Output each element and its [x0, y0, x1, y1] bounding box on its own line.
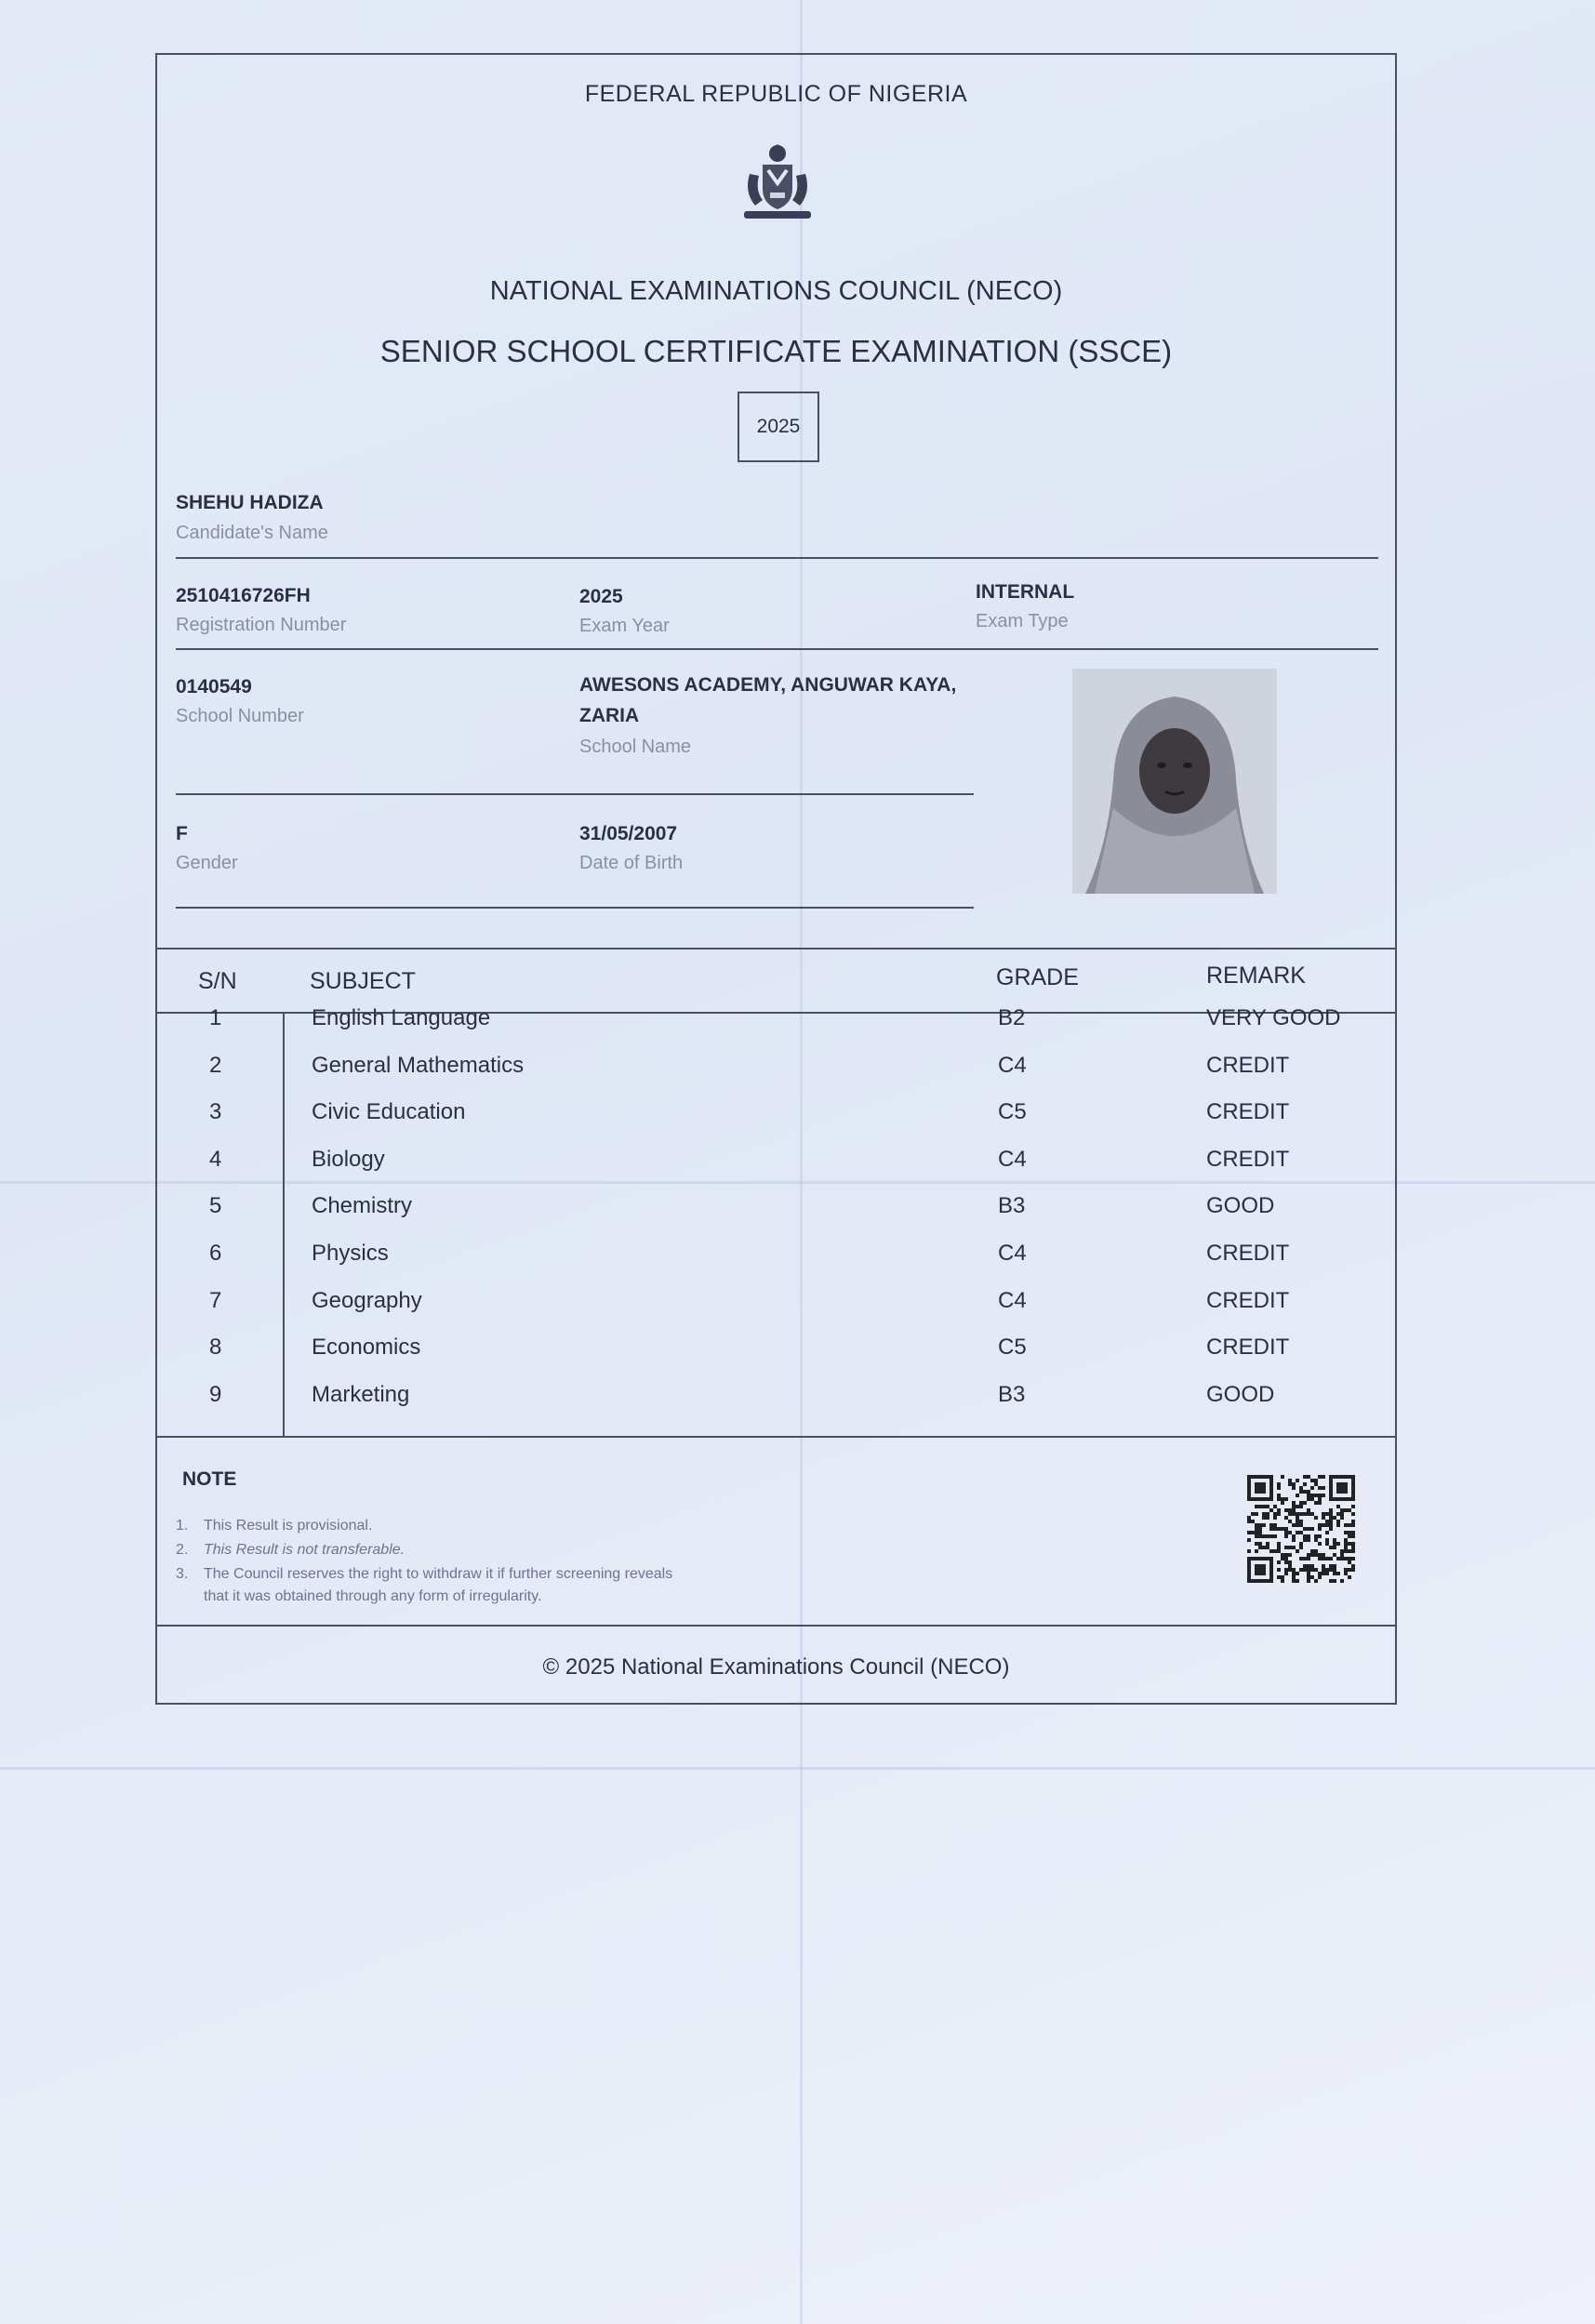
- row-remark: CREDIT: [1206, 1052, 1290, 1078]
- row-grade: C4: [998, 1287, 1027, 1313]
- row-grade: B3: [998, 1381, 1026, 1407]
- note-item: [176, 1566, 672, 1583]
- gender-label: Gender: [176, 853, 238, 873]
- note-text: This Result is not transferable.: [204, 1542, 405, 1558]
- header-remark: REMARK: [1206, 963, 1306, 989]
- note-number: 2.: [176, 1542, 189, 1558]
- row-sn: 7: [209, 1287, 222, 1313]
- row-grade: C5: [998, 1335, 1027, 1361]
- row-sn: 2: [209, 1052, 222, 1078]
- coat-of-arms-icon: [731, 137, 824, 230]
- footer-border: [157, 1625, 1395, 1627]
- table-top-border: [157, 948, 1395, 950]
- divider: [176, 557, 1378, 559]
- divider: [176, 648, 1378, 650]
- row-sn: 5: [209, 1193, 222, 1219]
- row-remark: GOOD: [1206, 1193, 1275, 1219]
- registration-number-label: Registration Number: [176, 615, 347, 635]
- country-title: FEDERAL REPUBLIC OF NIGERIA: [584, 81, 968, 107]
- row-remark: GOOD: [1206, 1381, 1275, 1407]
- table-bottom-border: [157, 1436, 1395, 1438]
- exam-year-label: Exam Year: [579, 616, 670, 636]
- row-remark: CREDIT: [1206, 1287, 1290, 1313]
- row-grade: C4: [998, 1052, 1027, 1078]
- row-grade: C4: [998, 1241, 1027, 1266]
- row-subject: Civic Education: [312, 1099, 466, 1125]
- school-number-label: School Number: [176, 706, 304, 726]
- candidate-photo: [1072, 669, 1277, 894]
- row-subject: English Language: [312, 1005, 491, 1030]
- row-subject: Geography: [312, 1287, 422, 1313]
- school-name-label: School Name: [579, 737, 692, 757]
- row-sn: 9: [209, 1381, 222, 1407]
- paper-fold: [0, 1767, 1595, 1770]
- note-number: 3.: [176, 1566, 189, 1582]
- row-subject: Chemistry: [312, 1193, 413, 1219]
- exam-title: SENIOR SCHOOL CERTIFICATE EXAMINATION (SSCE): [379, 334, 1173, 368]
- divider: [176, 907, 974, 909]
- row-remark: VERY GOOD: [1206, 1005, 1341, 1030]
- row-sn: 4: [209, 1146, 222, 1172]
- exam-year: 2025: [579, 586, 623, 607]
- candidate-name-label: Candidate's Name: [176, 523, 328, 543]
- table-column-divider: [283, 1012, 285, 1436]
- row-grade: C4: [998, 1146, 1027, 1172]
- note-item: [176, 1588, 541, 1605]
- date-of-birth: 31/05/2007: [579, 823, 678, 844]
- row-sn: 8: [209, 1335, 222, 1361]
- header-subject: SUBJECT: [310, 968, 416, 994]
- header-grade: GRADE: [996, 964, 1079, 990]
- registration-number: 2510416726FH: [176, 585, 311, 606]
- row-sn: 6: [209, 1241, 222, 1266]
- row-subject: Economics: [312, 1335, 421, 1361]
- note-text: This Result is provisional.: [204, 1518, 373, 1534]
- row-subject: Marketing: [312, 1381, 410, 1407]
- row-grade: C5: [998, 1099, 1027, 1125]
- exam-year-box: 2025: [738, 392, 819, 462]
- row-grade: B3: [998, 1193, 1026, 1219]
- note-number: 1.: [176, 1518, 189, 1534]
- candidate-name: SHEHU HADIZA: [176, 492, 324, 513]
- row-subject: General Mathematics: [312, 1052, 525, 1078]
- row-grade: B2: [998, 1005, 1026, 1030]
- row-remark: CREDIT: [1206, 1146, 1290, 1172]
- note-title: NOTE: [182, 1468, 237, 1490]
- school-name-line2: ZARIA: [579, 705, 640, 726]
- exam-type: INTERNAL: [976, 581, 1075, 603]
- note-item: [176, 1542, 405, 1559]
- note-item: [176, 1518, 372, 1534]
- note-text: that it was obtained through any form of irregularity.: [204, 1588, 542, 1604]
- school-number: 0140549: [176, 676, 252, 697]
- header-sn: S/N: [198, 968, 237, 994]
- row-remark: CREDIT: [1206, 1241, 1290, 1266]
- qr-code-icon: [1247, 1475, 1355, 1583]
- row-subject: Physics: [312, 1241, 389, 1266]
- school-name-line1: AWESONS ACADEMY, ANGUWAR KAYA,: [579, 674, 957, 696]
- row-remark: CREDIT: [1206, 1099, 1290, 1125]
- row-sn: 3: [209, 1099, 222, 1125]
- row-sn: 1: [209, 1005, 222, 1030]
- exam-type-label: Exam Type: [976, 611, 1069, 631]
- date-of-birth-label: Date of Birth: [579, 853, 684, 873]
- note-text: The Council reserves the right to withdraw it if further screening reveals: [204, 1566, 673, 1582]
- row-remark: CREDIT: [1206, 1335, 1290, 1361]
- council-title: NATIONAL EXAMINATIONS COUNCIL (NECO): [489, 276, 1063, 306]
- copyright: © 2025 National Examinations Council (NECO): [542, 1654, 1010, 1680]
- result-sheet: [155, 53, 1397, 1705]
- gender: F: [176, 823, 188, 844]
- row-subject: Biology: [312, 1146, 385, 1172]
- divider: [176, 793, 974, 795]
